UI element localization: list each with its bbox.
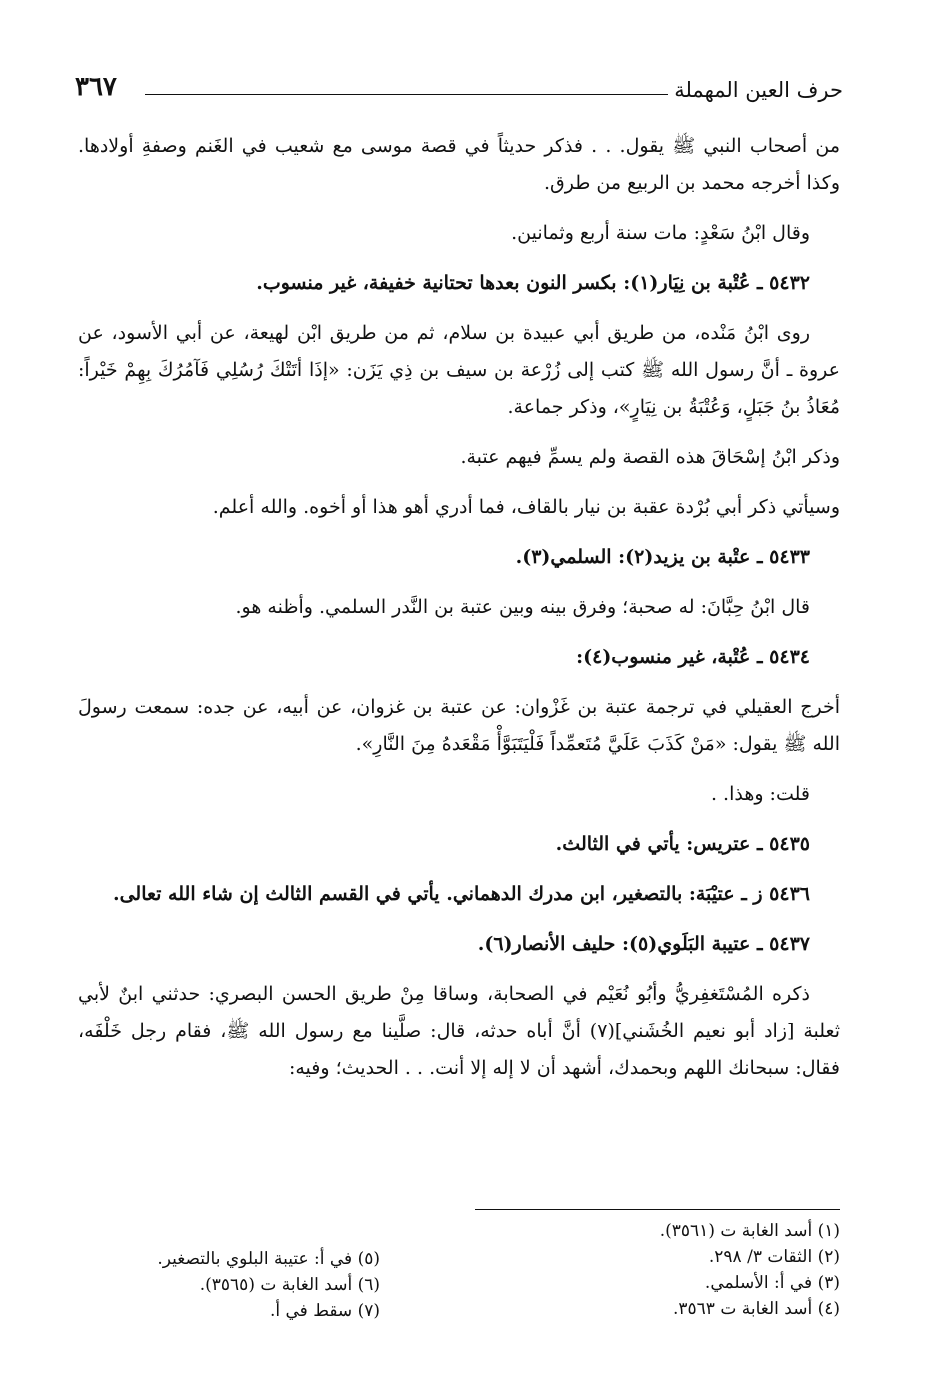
entry-heading: ٥٤٣٤ ـ عُتْبة، غير منسوب(٤): <box>576 646 810 668</box>
entry-heading: ٥٤٣٢ ـ عُتْبة بن نِيَار(١): بكسر النون بعدها تحتانية خفيفة، غير منسوب. <box>256 272 810 294</box>
entry-heading: ٥٤٣٣ ـ عتْبة بن يزيد(٢): السلمي(٣). <box>515 546 810 568</box>
paragraph: وقال ابْنُ سَعْدٍ: مات سنة أربع وثمانين. <box>511 222 810 244</box>
paragraph: وسيأتي ذكر أبي بُرْدة عقبة بن نيار بالقاف، فما أدري أهو هذا أو أخوه. والله أعلم. <box>212 496 840 518</box>
paragraph: من أصحاب النبي ﷺ يقول. . . فذكر حديثاً في قصة موسى مع شعيب في الغَنم وصفةِ أولادها. وكذا أخرجه محمد بن الربيع من طرق. <box>78 135 841 194</box>
running-title: حرف العين المهملة <box>674 78 843 102</box>
header-rule <box>145 94 668 95</box>
main-text <box>78 128 840 1100</box>
footnote-rule <box>475 1209 840 1210</box>
page-number: ٣٦٧ <box>75 72 117 102</box>
entry-heading: ٥٤٣٦ ز ـ عتيْبَة: بالتصغير، ابن مدرك الدهماني. يأتي في القسم الثالث إن شاء الله تعالى. <box>112 883 810 905</box>
footnote: (١) أسد الغابة ت (٣٥٦١). <box>659 1221 840 1241</box>
entry-heading: ٥٤٣٥ ـ عتريس: يأتي في الثالث. <box>555 833 810 855</box>
footnotes-column-left <box>120 1246 380 1324</box>
footnote: (٦) أسد الغابة ت (٣٥٦٥). <box>199 1275 380 1295</box>
footnote: (٥) في أ: عتيبة البلوي بالتصغير. <box>157 1249 380 1269</box>
footnote: (٧) سقط في أ. <box>269 1301 380 1321</box>
paragraph: وذكر ابْنُ إسْحَاقَ هذه القصة ولم يسمِّ فيهم عتبة. <box>460 446 840 468</box>
footnote: (٤) أسد الغابة ت ٣٥٦٣. <box>673 1299 840 1319</box>
footnote: (٢) الثقات ٣/ ٢٩٨. <box>708 1247 840 1267</box>
footnotes-column-right <box>510 1218 840 1322</box>
paragraph: أخرج العقيلي في ترجمة عتبة بن غَزْوان: عن عتبة بن غزوان، عن أبيه، عن جده: سمعت رسولَ الله ﷺ يقول: «مَنْ كَذَبَ عَلَيَّ مُتَعمِّداً فَلْيَتَبَوَّأْ مَقْعَدهُ مِنَ النَّارِ». <box>78 696 840 755</box>
paragraph: قال ابْنُ حِبَّانَ: له صحبة؛ وفرق بينه وبين عتبة بن النَّدر السلمي. وأظنه هو. <box>235 596 810 618</box>
paragraph: قلت: وهذا. . <box>710 783 810 805</box>
footnote: (٣) في أ: الأسلمي. <box>704 1273 840 1293</box>
page-header <box>75 72 843 112</box>
paragraph: ذكره المُسْتَغفِريُّ وأبُو نُعَيْم في الصحابة، وساقا مِنْ طريق الحسن البصري: حدثني ابنٌ لأبي ثعلبة [زاد أبو نعيم الخُشَني](٧) أنَّ أباه حدثه، قال: صلَّينا مع رسول الله ﷺ، فقام رجل خَلْفَه، فقال: سبحانك اللهم وبحمدك، أشهد أن لا إله إلا أنت. . . الحديث؛ وفيه: <box>78 983 840 1079</box>
paragraph: روى ابْنُ مَنْده، من طريق أبي عبيدة بن سلام، ثم من طريق ابْن لهيعة، عن أبي الأسود، عن عروة ـ أنَّ رسول الله ﷺ كتب إلى زُرْعة بن سيف بن ذِي يَزَن: «إذَا أتَتْكَ رُسُلِي فَآمُرُكَ بِهِمْ خَيْراً: مُعَاذُ بنُ جَبَلٍ، وَعُتْبَةُ بن نِيَارٍ»، وذكر جماعة. <box>78 322 840 418</box>
entry-heading: ٥٤٣٧ ـ عتيبة البَلَوي(٥): حليف الأنصار(٦). <box>477 933 810 955</box>
